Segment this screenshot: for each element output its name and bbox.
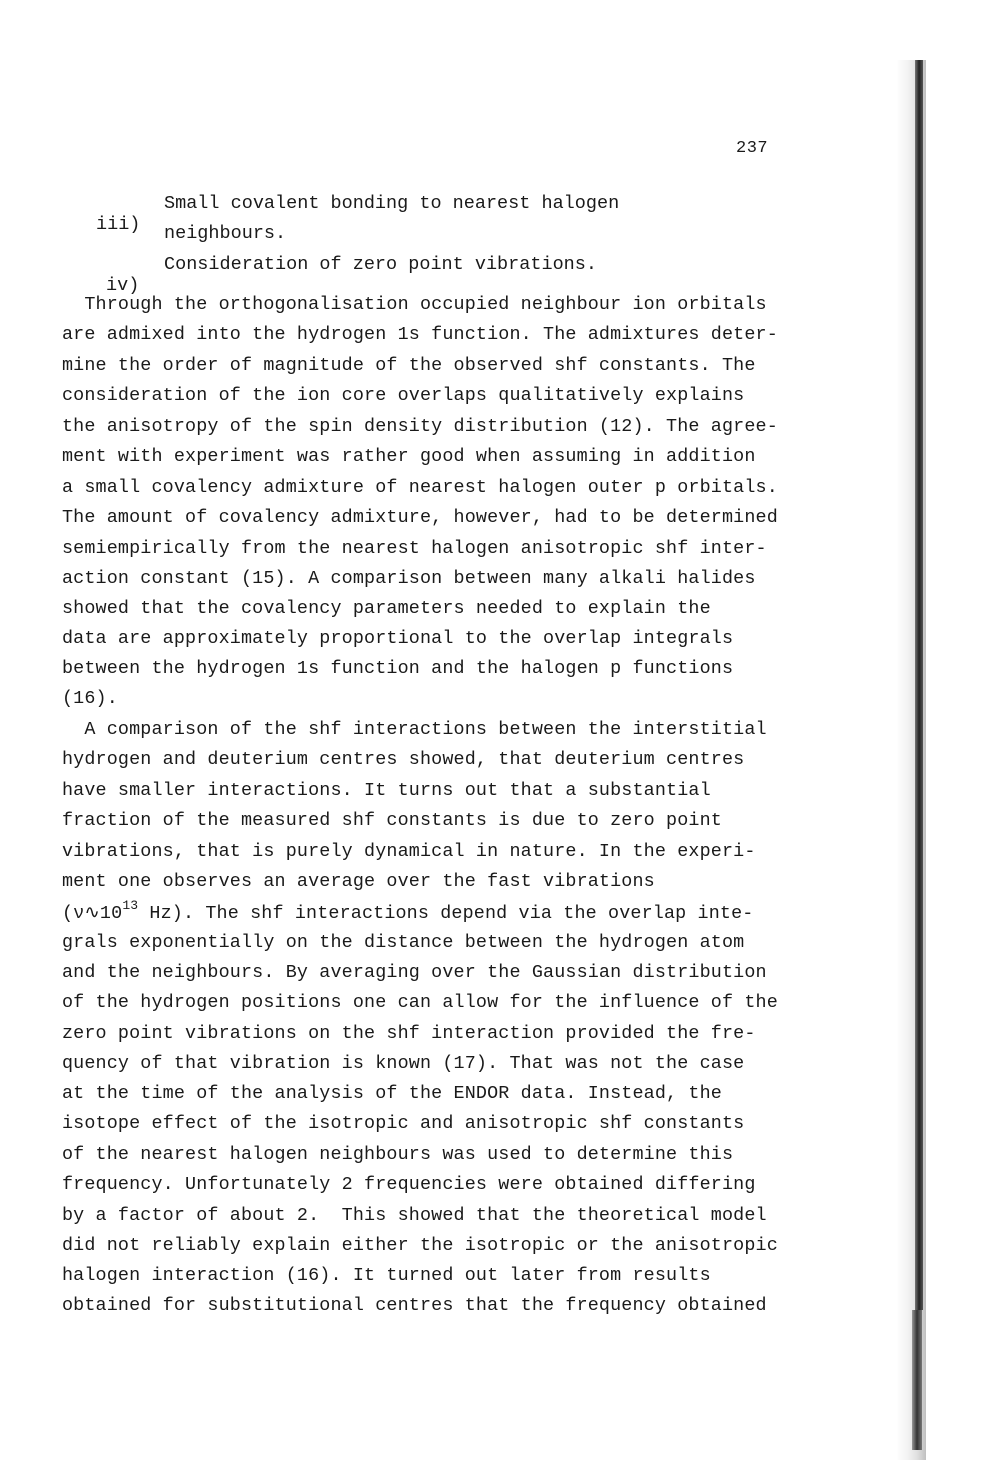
frequency-exponent: 13 bbox=[122, 898, 139, 913]
text-line: halogen interaction (16). It turned out later from results bbox=[62, 1265, 711, 1286]
text-line: quency of that vibration is known (17). That was not the case bbox=[62, 1053, 745, 1074]
text-line: mine the order of magnitude of the observed shf constants. The bbox=[62, 355, 756, 376]
frequency-suffix: Hz). The shf interactions depend via the overlap inte- bbox=[138, 903, 754, 924]
text-line: obtained for substitutional centres that the frequency obtained bbox=[62, 1295, 767, 1316]
list-text-line: Small covalent bonding to nearest halogen bbox=[164, 193, 620, 214]
list-item-iii bbox=[96, 193, 816, 253]
text-line: of the hydrogen positions one can allow for the influence of the bbox=[62, 992, 778, 1013]
text-line: have smaller interactions. It turns out that a substantial bbox=[62, 780, 711, 801]
text-line: at the time of the analysis of the ENDOR data. Instead, the bbox=[62, 1083, 722, 1104]
text-line: The amount of covalency admixture, however, had to be determined bbox=[62, 507, 778, 528]
text-line: action constant (15). A comparison between many alkali halides bbox=[62, 568, 756, 589]
text-line: by a factor of about 2. This showed that the theoretical model bbox=[62, 1205, 767, 1226]
text-line: zero point vibrations on the shf interaction provided the fre- bbox=[62, 1023, 756, 1044]
text-line: isotope effect of the isotropic and anisotropic shf constants bbox=[62, 1113, 745, 1134]
page-number: 237 bbox=[736, 139, 769, 158]
scan-binding-edge-lower bbox=[912, 1310, 922, 1450]
text-line: Through the orthogonalisation occupied neighbour ion orbitals bbox=[62, 294, 767, 315]
text-line: ment with experiment was rather good when assuming in addition bbox=[62, 446, 756, 467]
text-line-frequency bbox=[62, 898, 754, 924]
text-line: showed that the covalency parameters needed to explain the bbox=[62, 598, 711, 619]
list-marker: iii) bbox=[96, 214, 141, 235]
text-line: a small covalency admixture of nearest halogen outer p orbitals. bbox=[62, 477, 778, 498]
text-line: fraction of the measured shf constants is due to zero point bbox=[62, 810, 722, 831]
text-line: ment one observes an average over the fast vibrations bbox=[62, 871, 655, 892]
text-line: hydrogen and deuterium centres showed, that deuterium centres bbox=[62, 749, 745, 770]
text-line: consideration of the ion core overlaps qualitatively explains bbox=[62, 385, 745, 406]
text-line: are admixed into the hydrogen 1s function. The admixtures deter- bbox=[62, 324, 778, 345]
text-line: frequency. Unfortunately 2 frequencies were obtained differing bbox=[62, 1174, 756, 1195]
list-text-line: neighbours. bbox=[164, 223, 287, 244]
text-line: vibrations, that is purely dynamical in nature. In the experi- bbox=[62, 841, 756, 862]
text-line: (16). bbox=[62, 688, 118, 709]
text-line: A comparison of the shf interactions between the interstitial bbox=[62, 719, 767, 740]
text-line: grals exponentially on the distance between the hydrogen atom bbox=[62, 932, 745, 953]
list-marker: iv) bbox=[106, 275, 140, 296]
text-line: data are approximately proportional to the overlap integrals bbox=[62, 628, 734, 649]
list-item-iv bbox=[106, 254, 826, 296]
text-line: and the neighbours. By averaging over the Gaussian distribution bbox=[62, 962, 767, 983]
frequency-prefix: (ν∿10 bbox=[62, 903, 123, 924]
text-line: of the nearest halogen neighbours was used to determine this bbox=[62, 1144, 734, 1165]
scan-binding-edge bbox=[915, 60, 923, 1310]
list-text-line: Consideration of zero point vibrations. bbox=[164, 254, 597, 275]
text-line: the anisotropy of the spin density distribution (12). The agree- bbox=[62, 416, 778, 437]
text-line: did not reliably explain either the isotropic or the anisotropic bbox=[62, 1235, 778, 1256]
text-line: between the hydrogen 1s function and the halogen p functions bbox=[62, 658, 734, 679]
text-line: semiempirically from the nearest halogen anisotropic shf inter- bbox=[62, 538, 767, 559]
